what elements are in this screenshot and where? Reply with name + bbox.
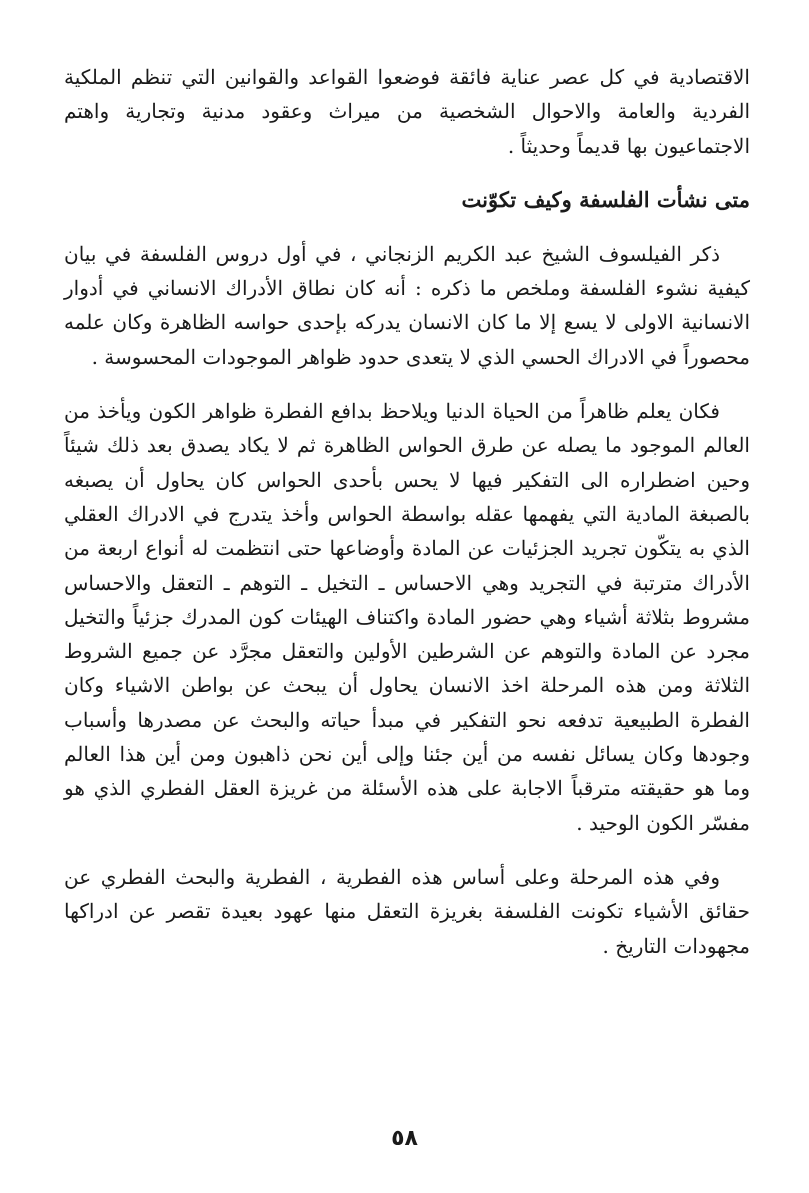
- paragraph-zanjani: ذكر الفيلسوف الشيخ عبد الكريم الزنجاني ، في أول دروس الفلسفة في بيان كيفية نشوء الفلسفة وملخص ما ذكره : أنه كان نطاق الأدراك الانساني في أدوار الانسانية الاولى لا يسع إلا ما كان الانسان يدركه بإحدى حواسه الظاهرة وكان علمه محصوراً في الادراك الحسي الذي لا يتعدى حدود ظواهر الموجودات المحسوسة .: [64, 241, 750, 369]
- page-body: [64, 60, 750, 983]
- page-number: ٥٨: [391, 1126, 418, 1151]
- section-heading: متى نشأت الفلسفة وكيف تكوّنت: [461, 186, 750, 212]
- paragraph-conclusion: وفي هذه المرحلة وعلى أساس هذه الفطرية ، الفطرية والبحث الفطري عن حقائق الأشياء تكونت الفلسفة بغريزة التعقل منها عهود بعيدة تقصر عن ادراكها مجهودات التاريخ .: [64, 864, 751, 958]
- paragraph-perception: فكان يعلم ظاهراً من الحياة الدنيا ويلاحظ بدافع الفطرة ظواهر الكون ويأخذ من العالم الموجود ما يصله عن طرق الحواس الظاهرة ثم لا يكاد يصدق بعد ذلك شيئاً وحين اضطراره الى التفكير فيها لا يحس بأحدى الحواس كان يحاول أن يصبغه بالصبغة المادية التي يفهمها عقله بواسطة الحواس وأخذ يتدرج في الادراك العقلي الذي به يتكّون تجريد الجزئيات عن المادة وأوضاعها حتى انتظمت له أنواع اربعة من الأدراك مترتبة في التجريد وهي الاحساس ـ التخيل ـ التوهم ـ التعقل والاحساس مشروط بثلاثة أشياء وهي حضور المادة واكتناف الهيئات كون المدرك جزئياً والتخيل مجرد عن المادة والتوهم عن الشرطين الأولين والتعقل مجرَّد عن جميع الشروط الثلاثة ومن هذه المرحلة اخذ الانسان يحاول أن يبحث عن بواطن الاشياء وكان الفطرة الطبيعية تدفعه نحو التفكير في مبدأ حياته والبحث عن مصدرها وأسباب وجودها وكان يسائل نفسه من أين جئنا وإلى أين نحن ذاهبون ومن أين هذا العالم وما هو حقيقته مترقباً الاجابة على هذه الأسئلة من غريزة العقل الفطري الذي هو مفسّر الكون الوحيد .: [64, 399, 750, 835]
- intro-paragraph: الاقتصادية في كل عصر عناية فائقة فوضعوا القواعد والقوانين التي تنظم الملكية الفردية والعامة والاحوال الشخصية من ميراث وعقود مدنية وتجارية واهتم الاجتماعيون بها قديماً وحديثاً .: [64, 65, 750, 158]
